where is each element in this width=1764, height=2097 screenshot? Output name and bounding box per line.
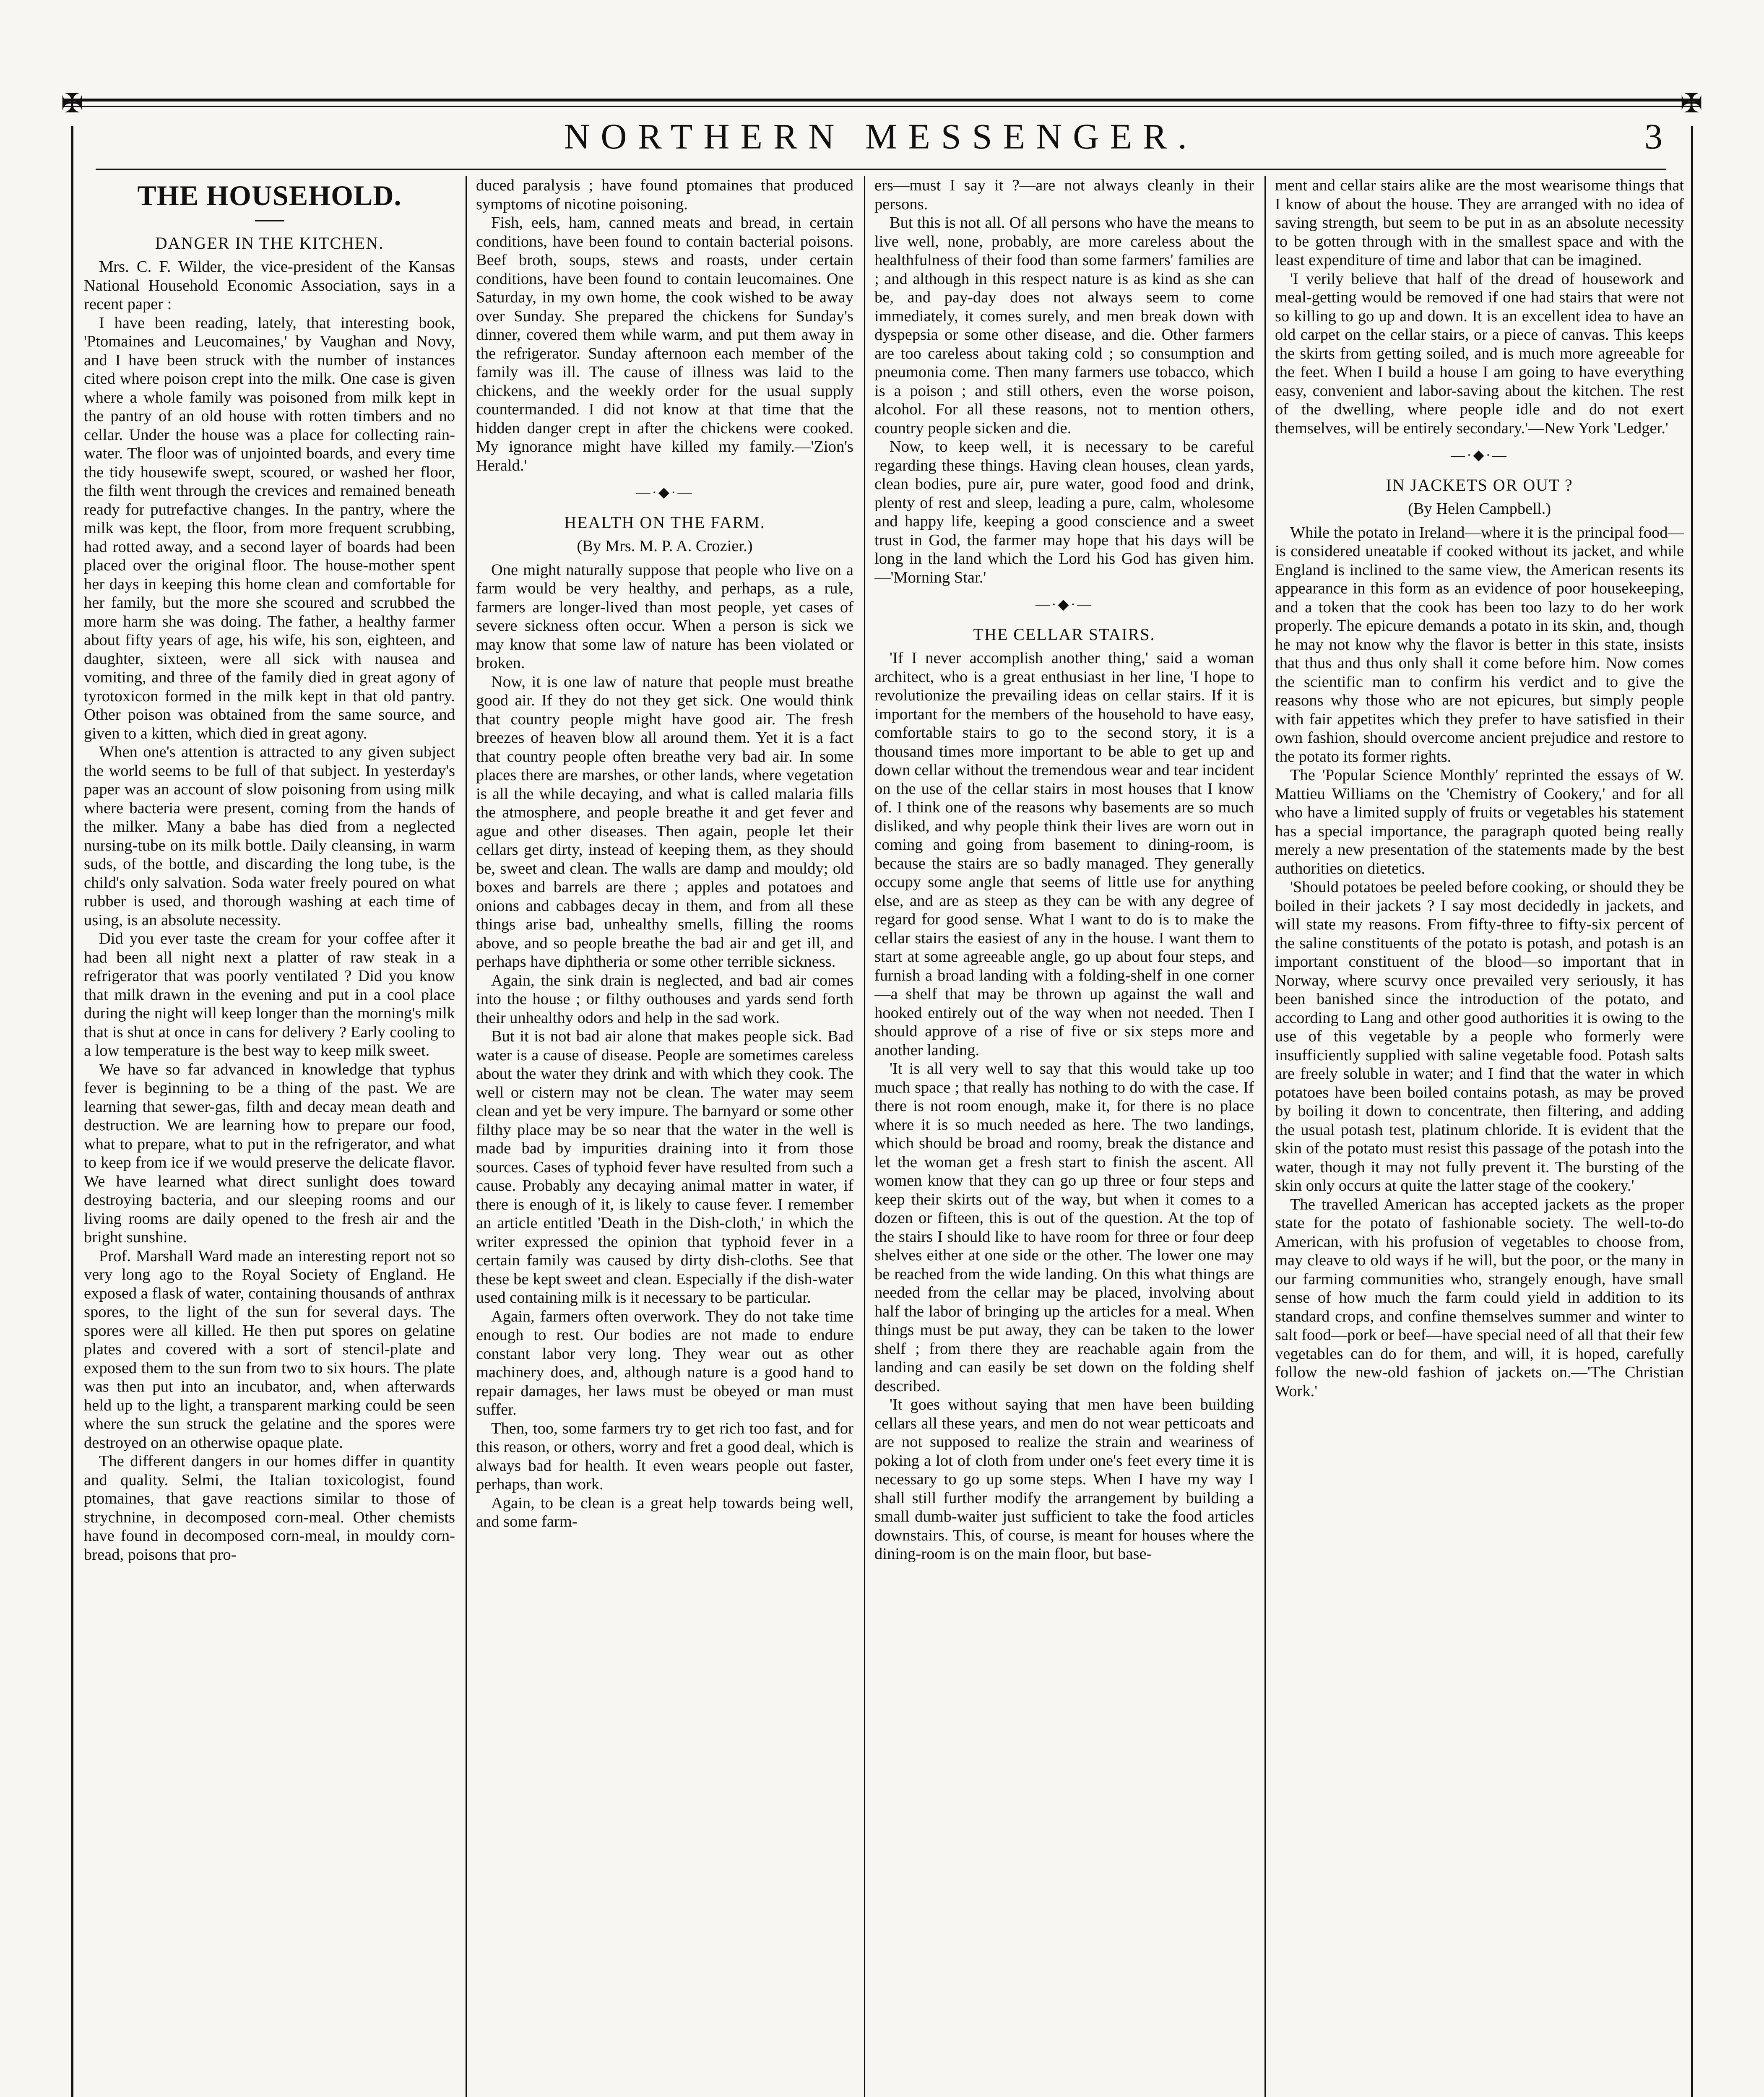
paragraph: Again, the sink drain is neglected, and bad air comes into the house ; or filthy outhouses and yards send forth their unhealthy odors and help in the sad work. <box>476 971 853 1027</box>
article-separator: —·◆·— <box>1451 447 1508 463</box>
article-title: HEALTH ON THE FARM. <box>564 513 765 532</box>
paragraph: 'I verily believe that half of the dread of housework and meal-getting would be removed if one had stairs that were not so killing to go up and down. It is an excellent idea to have an old carpet on the cellar stairs, or a piece of canvas. This keeps the skirts from getting soiled, and is much more agreeable for the feet. When I build a house I am going to have everything easy, convenient and labor-saving about the kitchen. The rest of the dwelling, where people idle and do not exert themselves, will be entirely secondary.'—New York 'Ledger.' <box>1275 270 1684 437</box>
paragraph: The travelled American has accepted jackets as the proper state for the potato of fashionable society. The well-to-do American, with his profusion of vegetables to choose from, may cleave to old ways if he will, but the poor, or the many in our farming communities who, strangely enough, have small sense of how much the farm could yield in addition to its standard crops, and confine themselves summer and winter to salt food—pork or beef—have special need of all that their few vegetables can do for them, and will, it is hoped, carefully follow the new-old fashion of jackets on.—'The Christian Work.' <box>1275 1195 1684 1400</box>
column-3 <box>874 176 1254 2097</box>
paragraph: Did you ever taste the cream for your coffee after it had been all night next a platter of raw steak in a refrigerator that was poorly ventilated ? Did you know that milk drawn in the evening and put in a cool place during the night will keep longer than the morning's milk that is shut at once in cans for delivery ? Early cooling to a low temperature is the best way to keep milk sweet. <box>84 930 455 1059</box>
corner-ornament-icon: ✠ <box>1680 88 1703 119</box>
article-title: THE CELLAR STAIRS. <box>973 625 1155 644</box>
paragraph: Then, too, some farmers try to get rich too fast, and for this reason, or others, worry and fret a good deal, which is always bad for health. It even wears people out faster, perhaps, than work. <box>476 1419 853 1493</box>
byline: (By Helen Campbell.) <box>1408 500 1551 518</box>
paragraph: Fish, eels, ham, canned meats and bread, in certain conditions, have been found to contain bacterial poisons. Beef broth, soups, stews and roasts, under certain conditions, have been found to contain leucomaines. One Saturday, in my own home, the cook wished to be away over Sunday. She prepared the chickens for Sunday's dinner, covered them while warm, and put them away in the refrigerator. Sunday afternoon each member of the family was ill. The cause of illness was laid to the chickens, and the weekly order for the usual supply countermanded. I did not know at that time that the hidden danger crept in after the chickens were cooked. My ignorance might have killed my family.—'Zion's Herald.' <box>476 214 853 474</box>
right-border-rule <box>1691 126 1693 2097</box>
paragraph: When one's attention is attracted to any given subject the world seems to be full of that subject. In yesterday's paper was an account of slow poisoning from using milk where bacteria were present, coming from the hands of the milker. Many a babe has died from a neglected nursing-tube on its milk bottle. Daily cleansing, in warm suds, of the bottle, and discarding the long tube, is the child's only salvation. Soda water freely poured on what rubber is used, and thorough washing at each time of using, is an absolute necessity. <box>84 743 455 929</box>
paragraph: ers—must I say it ?—are not always cleanly in their persons. <box>874 177 1254 213</box>
paragraph: 'If I never accomplish another thing,' said a woman architect, who is a great enthusiast in her line, 'I hope to revolutionize the prevailing ideas on cellar stairs. If it is important for the members of the household to have easy, comfortable stairs to go to the second story, it is a thousand times more important to be able to get up and down cellar without the tremendous wear and tear incident on the use of the cellar stairs in most houses that I know of. I think one of the reasons why basements are so much disliked, and why people think their lives are worn out in coming and going from basement to dining-room, is because the stairs are so badly managed. They generally occupy some angle that seems of little use for anything else, and are as steep as they can be with any degree of regard for good sense. What I want to do is to make the cellar stairs the easiest of any in the house. I want them to start at some agreeable angle, go up about four steps, and furnish a broad landing with a folding-shelf in one corner—a shelf that may be thrown up against the wall and hooked entirely out of the way when not needed. Then I should approve of a rise of five or six steps more and another landing. <box>874 649 1254 1059</box>
paragraph: We have so far advanced in knowledge that typhus fever is beginning to be a thing of the past. We are learning that sewer-gas, filth and decay mean death and destruction. We are learning how to prepare our food, what to prepare, what to put in the refrigerator, and what to keep from ice if we would preserve the delicate flavor. We have learned what direct sunlight does toward destroying bacteria, and our sleeping rooms and our living rooms are daily opened to the fresh air and the bright sunshine. <box>84 1060 455 1246</box>
newspaper-title: NORTHERN MESSENGER. <box>564 116 1198 156</box>
article-separator: —·◆·— <box>636 485 694 500</box>
paragraph: I have been reading, lately, that interesting book, 'Ptomaines and Leucomaines,' by Vaughan and Novy, and I have been struck with the number of instances cited where poison crept into the milk. One case is given where a whole family was poisoned from milk kept in the pantry of an old house with rotten timbers and no cellar. Under the house was a place for collecting rain-water. The floor was of unjointed boards, and every time the tidy housewife swept, scoured, or washed her floor, the filth went through the crevices and remained beneath ready for putrefactive changes. In the pantry, where the milk was kept, the floor, from more frequent scrubbing, had rotted away, and a second layer of boards had been placed over the original floor. The house-mother spent her days in keeping this home clean and comfortable for her family, but the more she scoured and scrubbed the more harm she was doing. The father, a healthy farmer about fifty years of age, his wife, his son, eighteen, and daughter, sixteen, were all sick with nausea and vomiting, and three of the family died in great agony of tyrotoxicon formed in the milk kept in that old pantry. Other poison was obtained from the same source, and given to a kitten, which died in great agony. <box>84 314 455 742</box>
header-underline-rule <box>96 169 1666 170</box>
paragraph: The different dangers in our homes differ in quantity and quality. Selmi, the Italian toxicologist, found ptomaines, that gave reactions similar to those of strychnine, in decomposed corn-meal. Other chemists have found in decomposed corn-meal, in mouldy corn-bread, poisons that pro- <box>84 1452 455 1564</box>
article-separator: —·◆·— <box>1036 597 1093 612</box>
top-border-rule-outer <box>63 99 1701 101</box>
column-1 <box>84 176 455 2097</box>
paragraph: Again, farmers often overwork. They do not take time enough to rest. Our bodies are not made to endure constant labor very long. They wear out as other machinery does, and, although nature is a good hand to repair damages, her laws must be obeyed or man must suffer. <box>476 1307 853 1418</box>
paragraph: While the potato in Ireland—where it is the principal food—is considered uneatable if cooked without its jacket, and while England is inclined to the same view, the American resents its appearance in this form as an evidence of poor housekeeping, and a token that the cook has been too lazy to do her work properly. The epicure demands a potato in its skin, and, though he may not know why the flavor is better in this state, insists that thus and thus only shall it come before him. Now comes the scientific man to confirm his verdict and to give the reasons why those who are not epicures, but simply people with fair appetites which they prefer to have satisfied in their own fashion, should overcome ancient prejudice and restore to the potato its former rights. <box>1275 523 1684 765</box>
paragraph: Again, to be clean is a great help towards being well, and some farm- <box>476 1494 853 1530</box>
column-divider <box>864 176 865 2097</box>
article-title: IN JACKETS OR OUT ? <box>1386 476 1573 494</box>
article-title: DANGER IN THE KITCHEN. <box>155 234 384 252</box>
left-border-rule <box>71 126 73 2097</box>
paragraph: Prof. Marshall Ward made an interesting report not so very long ago to the Royal Society of England. He exposed a flask of water, containing thousands of anthrax spores, to the light of the sun for several days. The spores were all killed. He then put spores on gelatine plates and covered with a sort of stencil-plate and exposed them to the sun from two to six hours. The plate was then put into an incubator, and, when afterwards held up to the light, a transparent marking could be seen where the sun struck the gelatine and the spores were destroyed on an otherwise opaque plate. <box>84 1247 455 1452</box>
masthead <box>96 113 1665 168</box>
paragraph: 'Should potatoes be peeled before cooking, or should they be boiled in their jackets ? I say most decidedly in jackets, and will state my reasons. From fifty-three to fifty-six percent of the saline constituents of the potato is potash, and potash is an important constituent of the blood—so important that in Norway, where scurvy once prevailed very seriously, it has been banished since the introduction of the potato, and according to Lang and other good authorities it is owing to the use of this vegetable by a people who formerly were insufficiently supplied with saline vegetable food. Potash salts are freely soluble in water; and I find that the water in which potatoes have been boiled contains potash, as may be proved by boiling it down to concentrate, then filtering, and adding the usual potash test, platinum chloride. It is evident that the skin of the potato must resist this passage of the potash into the water, though it may not fully prevent it. The bursting of the skin only occurs at quite the latter stage of the cookery.' <box>1275 878 1684 1194</box>
column-2 <box>476 176 853 2097</box>
page-number: 3 <box>1644 116 1663 156</box>
paragraph: Now, it is one law of nature that people must breathe good air. If they do not they get sick. One would think that country people might have good air. The fresh breezes of heaven blow all around them. Yet it is a fact that country people often breathe very bad air. In some places there are marshes, or other lands, where vegetation is all the while decaying, and what is called malaria fills the atmosphere, and people breathe it and get fever and ague and other diseases. Then again, people let their cellars get dirty, instead of keeping them, as they should be, sweet and clean. The walls are damp and mouldy; old boxes and barrels are there ; apples and potatoes and onions and cabbages decay in them, and from all these things arise bad, unhealthy smells, filling the rooms above, and so people breathe the bad air and get ill, and perhaps have diphtheria or some other terrible sickness. <box>476 673 853 970</box>
paragraph: But this is not all. Of all persons who have the means to live well, none, probably, are more careless about the healthfulness of their food than some farmers' families are ; and although in this respect nature is as kind as she can be, and pay-day does not always seem to come immediately, it comes surely, and men break down with dyspepsia or some other disease, and die. Other farmers are too careless about taking cold ; so consumption and pneumonia come. Then many farmers use tobacco, which is a poison ; and still others, even the worse poison, alcohol. For all these reasons, not to mention others, country people sicken and die. <box>874 214 1254 437</box>
paragraph: One might naturally suppose that people who live on a farm would be very healthy, and perhaps, as a rule, farmers are longer-lived than most people, yet cases of severe sickness often occur. When a person is sick we may know that some law of nature has been violated or broken. <box>476 561 853 672</box>
top-border-rule-inner <box>63 106 1701 107</box>
column-divider <box>1264 176 1266 2097</box>
paragraph: The 'Popular Science Monthly' reprinted the essays of W. Mattieu Williams on the 'Chemistry of Cookery,' and for all who have a limited supply of fruits or vegetables his statement has a special importance, the paragraph quoted being really merely a new presentation of the statements made by the best authorities on dietetics. <box>1275 766 1684 877</box>
paragraph: Mrs. C. F. Wilder, the vice-president of the Kansas National Household Economic Association, says in a recent paper : <box>84 258 455 313</box>
paragraph: Now, to keep well, it is necessary to be careful regarding these things. Having clean houses, clean yards, clean bodies, pure air, pure water, good food and drink, plenty of rest and sleep, leading a pure, calm, wholesome and happy life, keeping a good conscience and a sweet trust in God, the farmer may hope that his days will be long in the land which the Lord his God has given him.—'Morning Star.' <box>874 438 1254 586</box>
paragraph: ment and cellar stairs alike are the most wearisome things that I know of about the house. They are arranged with no idea of saving strength, but seem to be put in as an absolute necessity to be gotten through with in the smallest space and with the least expenditure of time and labor that can be imagined. <box>1275 177 1684 269</box>
section-title: THE HOUSEHOLD. <box>137 180 402 211</box>
section-dash <box>255 220 284 221</box>
column-4 <box>1275 176 1684 2097</box>
paragraph: duced paralysis ; have found ptomaines that produced symptoms of nicotine poisoning. <box>476 177 853 213</box>
corner-ornament-icon: ✠ <box>61 88 83 119</box>
byline: (By Mrs. M. P. A. Crozier.) <box>577 537 753 555</box>
paragraph: But it is not bad air alone that makes people sick. Bad water is a cause of disease. People are sometimes careless about the water they drink and with which they cook. The well or cistern may not be clean. The water may seem clean and yet be very impure. The barnyard or some other filthy place may be so near that the water in the well is made bad by impurities draining into it from those sources. Cases of typhoid fever have resulted from such a cause. Probably any decaying animal matter in water, if there is enough of it, is likely to cause fever. I remember an article entitled 'Death in the Dish-cloth,' in which the writer expressed the opinion that typhoid fever in a certain family was caused by dirty dish-cloths. See that these be kept sweet and clean. Especially if the dish-water used containing milk is it necessary to be particular. <box>476 1028 853 1306</box>
column-divider <box>466 176 467 2097</box>
paragraph: 'It is all very well to say that this would take up too much space ; that really has nothing to do with the case. If there is not room enough, make it, for there is no place where it is so much needed as here. The two landings, which should be broad and roomy, break the distance and let the woman get a fresh start to finish the ascent. All women know that they can go up three or four steps and keep their skirts out of the way, but when it comes to a dozen or fifteen, this is out of the question. At the top of the stairs I should like to have room for three or four deep shelves either at one side or the other. The lower one may be reached from the wide landing. On this what things are needed from the cellar may be placed, involving about half the labor of bringing up the articles for a meal. When things must be put away, they can be taken to the lower shelf ; from there they are reachable again from the landing and can easily be set down on the folding shelf described. <box>874 1060 1254 1395</box>
paragraph: 'It goes without saying that men have been building cellars all these years, and men do not wear petticoats and are not supposed to realize the strain and weariness of poking a lot of cloth from under one's feet every time it is necessary to go up some steps. When I have my way I shall still further modify the arrangement by building a small dumb-waiter just sufficient to take the food articles downstairs. This, of course, is meant for houses where the dining-room is on the main floor, but base- <box>874 1396 1254 1563</box>
